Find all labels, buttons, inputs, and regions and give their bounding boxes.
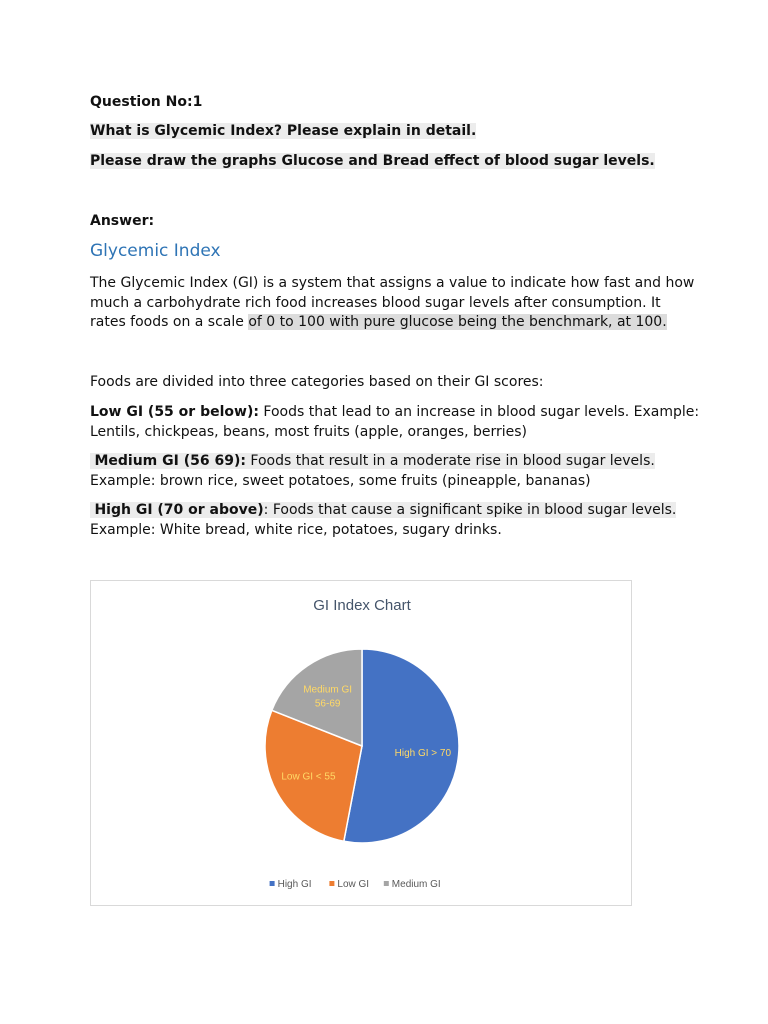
low-gi-label: Low GI (55 or below): (90, 404, 259, 420)
intro-paragraph: The Glycemic Index (GI) is a system that assigns a value to indicate how fast and how much a carbohydrate rich food increases blood sugar levels after consumption. It rates foods on a scale of 0 to 100 with pure glucose being the benchmark, at 100. (90, 275, 695, 330)
question-text-2: Please draw the graphs Glucose and Bread effect of blood sugar levels. (90, 153, 655, 169)
data-label-high-gi: High GI > 70 (394, 747, 452, 759)
section-heading: Glycemic Index (90, 241, 221, 261)
pie-chart-svg (91, 581, 633, 907)
question-text-1: What is Glycemic Index? Please explain in detail. (90, 123, 477, 139)
medium-gi-paragraph: Medium GI (56 69): Foods that result in a moderate rise in blood sugar levels. Example: brown rice, sweet potatoes, some fruits (pineapple, bananas) (90, 453, 655, 489)
categories-intro: Foods are divided into three categories based on their GI scores: (90, 374, 544, 390)
legend-swatch-low-gi (329, 881, 334, 886)
legend-label-medium-gi: Medium GI (391, 879, 441, 890)
legend-label-high-gi: High GI (277, 879, 312, 890)
legend-swatch-medium-gi (384, 881, 389, 886)
question-number: Question No:1 (90, 94, 203, 110)
medium-gi-label: Medium GI (56 69): (94, 453, 246, 469)
high-gi-label: High GI (70 or above) (94, 502, 264, 518)
high-gi-paragraph: High GI (70 or above): Foods that cause a significant spike in blood sugar levels. Example: White bread, white rice, potatoes, sugary drinks. (90, 502, 677, 538)
low-gi-paragraph: Low GI (55 or below): Foods that lead to an increase in blood sugar levels. Example: Lentils, chickpeas, beans, most fruits (apple, oranges, berries) (90, 404, 700, 440)
gi-index-chart (90, 580, 632, 906)
legend-label-low-gi: Low GI (337, 879, 370, 890)
chart-title: GI Index Chart (313, 597, 411, 614)
data-label-low-gi: Low GI < 55 (281, 771, 336, 783)
answer-label: Answer: (90, 213, 155, 229)
data-label-medium-gi: Medium GI 56-69 (303, 684, 353, 710)
legend-swatch-high-gi (270, 881, 275, 886)
